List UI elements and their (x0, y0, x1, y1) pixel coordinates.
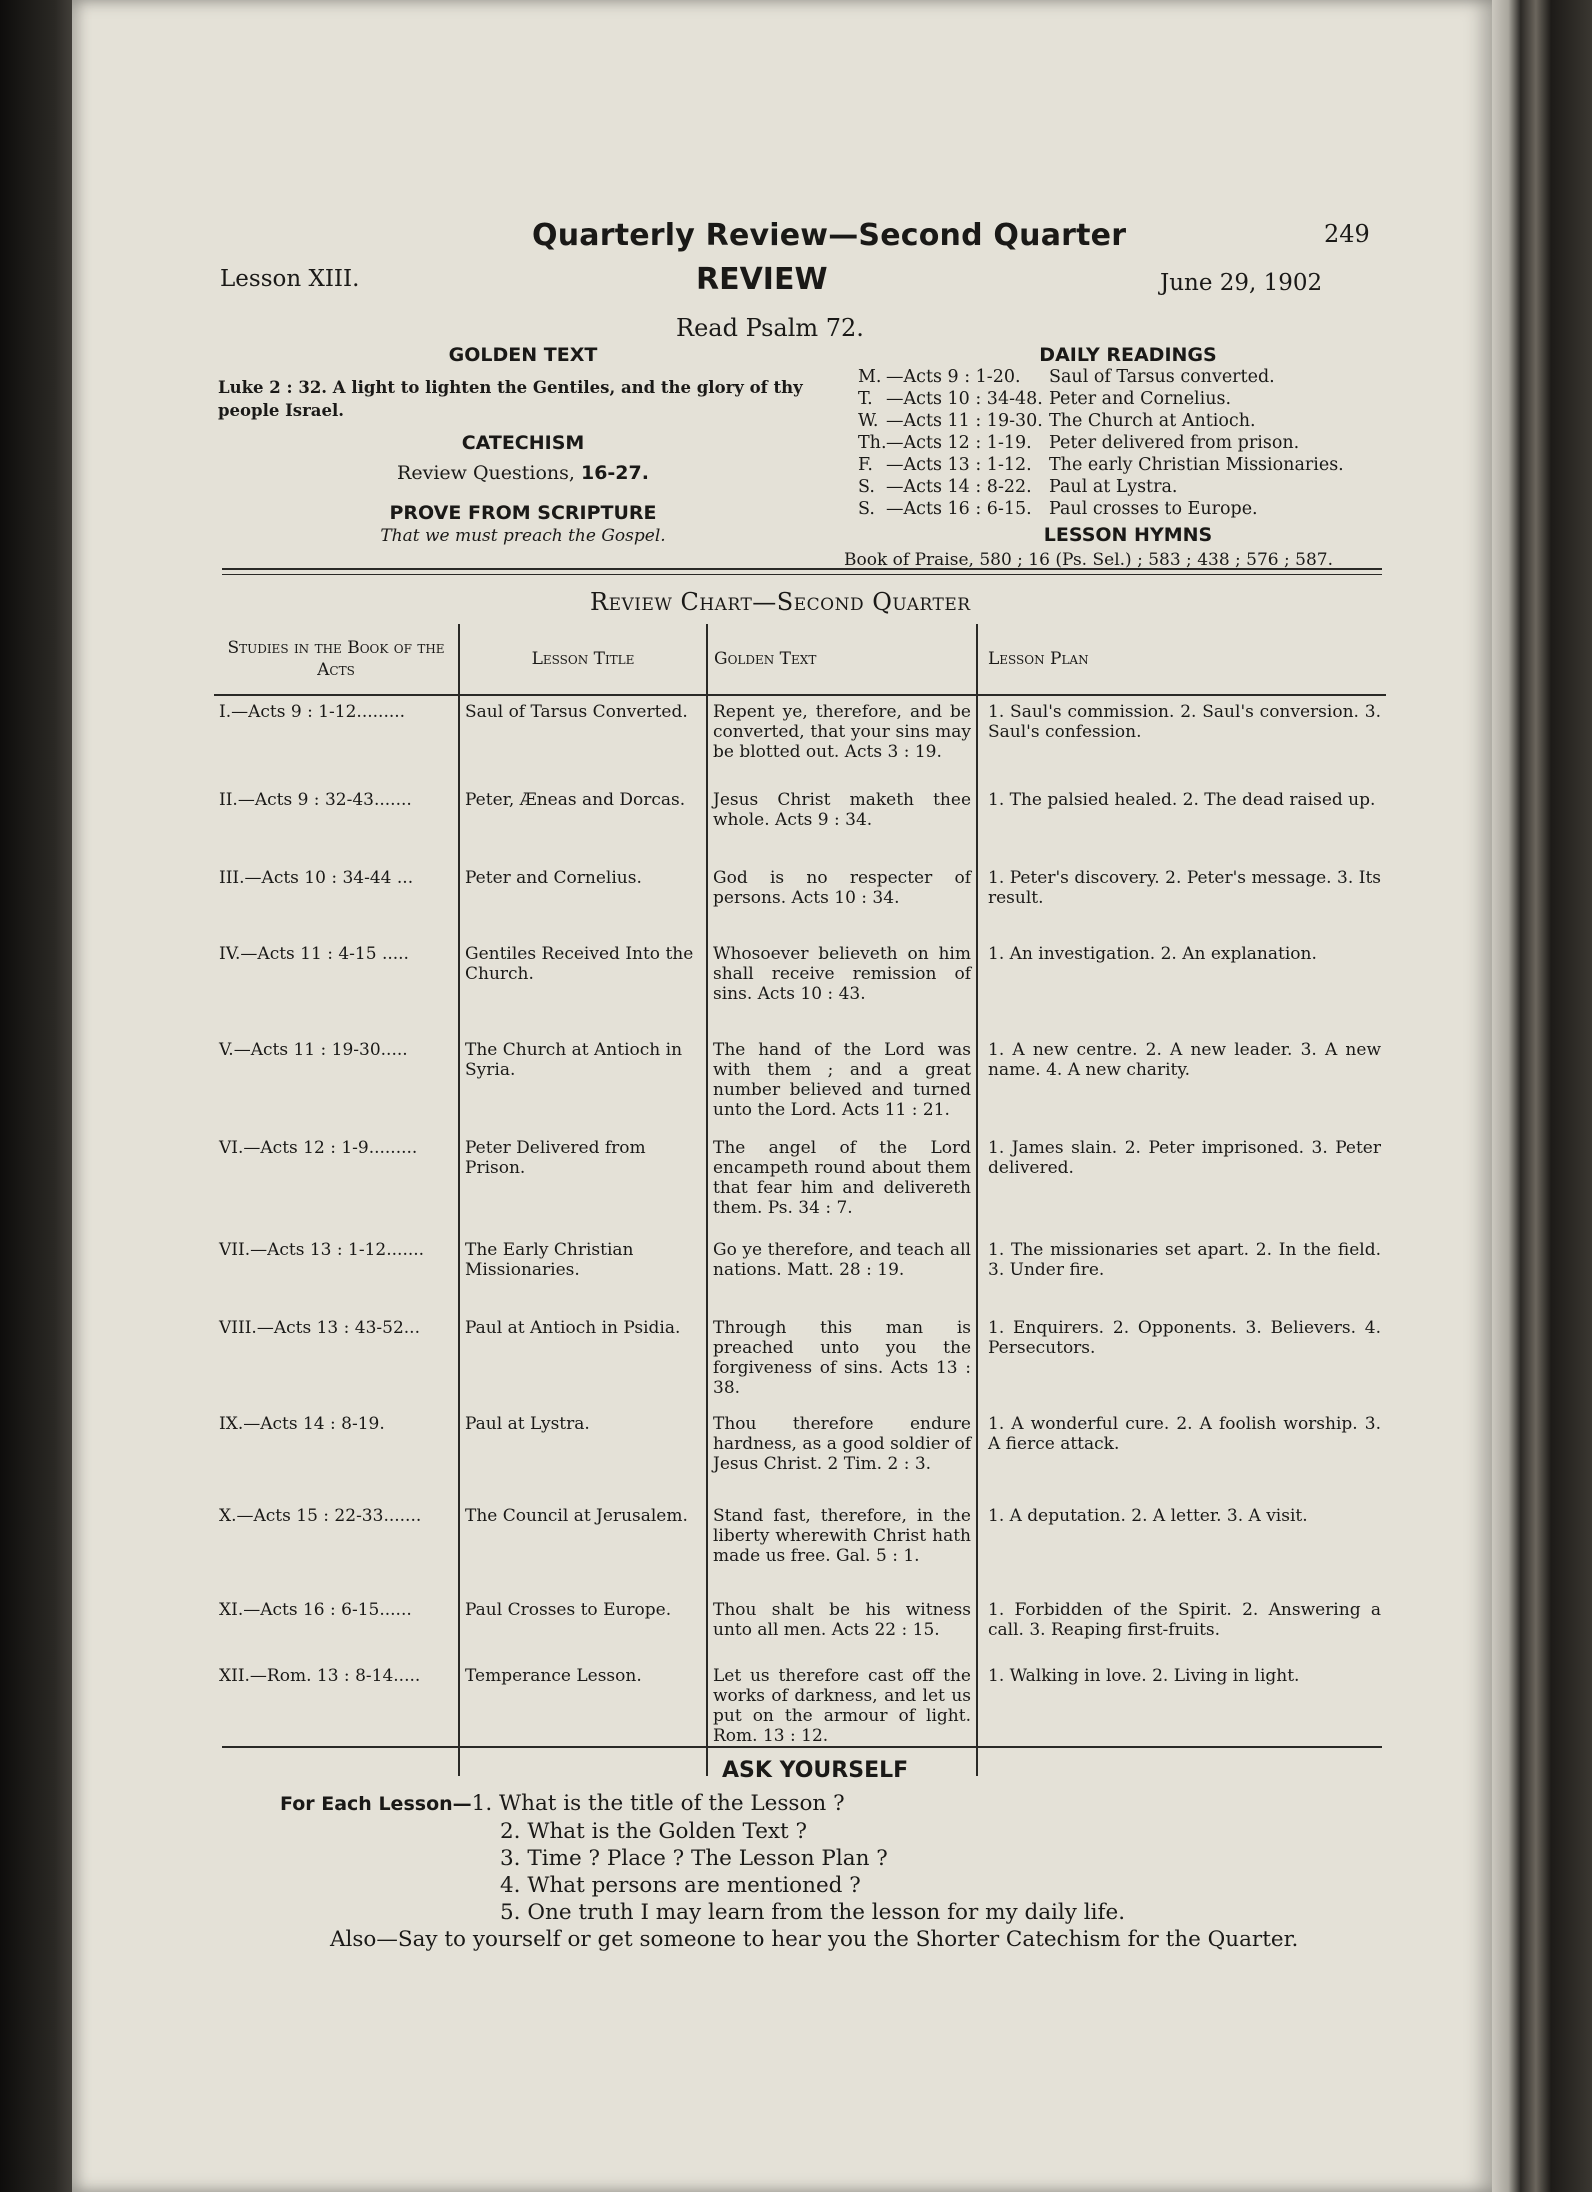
hymns-heading: LESSON HYMNS (1043, 524, 1213, 546)
divider-rule (222, 574, 1382, 575)
study-cell: XI.—Acts 16 : 6-15...... (214, 1594, 459, 1660)
daily-reading-row (858, 454, 1398, 476)
column-header: Golden Text (707, 624, 977, 695)
divider-rule (222, 1746, 1382, 1748)
lesson-date: June 29, 1902 (1160, 270, 1323, 296)
daily-reading-row (858, 432, 1398, 454)
lesson-plan-cell: 1. The palsied healed. 2. The dead raised up. (988, 790, 1376, 810)
table-row (214, 1408, 1386, 1500)
ask-question-text: 1. What is the title of the Lesson ? (471, 1791, 845, 1816)
study-cell: XII.—Rom. 13 : 8-14..... (214, 1660, 459, 1776)
golden-text-cell: Thou shalt be his witness unto all men. Acts 22 : 15. (707, 1594, 977, 1660)
golden-text-cell: Jesus Christ maketh thee whole. Acts 9 : 34. (707, 784, 977, 862)
lesson-plan-cell: 1. Peter's discovery. 2. Peter's message. 3. Its result. (988, 868, 1381, 908)
lesson-plan-cell: 1. The missionaries set apart. 2. In the field. 3. Under fire. (988, 1240, 1381, 1280)
catechism-line (218, 462, 828, 484)
chart-title: Review Chart—Second Quarter (590, 588, 971, 616)
golden-text-cell: Thou therefore endure hardness, as a good soldier of Jesus Christ. 2 Tim. 2 : 3. (707, 1408, 977, 1500)
hymns-text: Book of Praise, 580 ; 16 (Ps. Sel.) ; 583 ; 438 ; 576 ; 587. (844, 550, 1334, 570)
lesson-plan-cell: 1. A wonderful cure. 2. A foolish worship. 3. A fierce attack. (988, 1414, 1381, 1454)
reading-day: M. (858, 367, 882, 387)
lesson-plan-cell: 1. James slain. 2. Peter imprisoned. 3. Peter delivered. (988, 1138, 1381, 1178)
ask-yourself-heading: ASK YOURSELF (722, 1758, 909, 1783)
table-row (214, 695, 1386, 784)
lesson-plan-cell: 1. Forbidden of the Spirit. 2. Answering a call. 3. Reaping first-fruits. (988, 1600, 1381, 1640)
table-row (214, 1132, 1386, 1234)
golden-text-cell: The angel of the Lord encampeth round about them that fear him and delivereth them. Ps. 34 : 7. (707, 1132, 977, 1234)
running-title: Quarterly Review—Second Quarter (532, 218, 1127, 253)
lesson-title-cell: Peter and Cornelius. (459, 862, 707, 938)
reading-day: Th. (858, 433, 887, 453)
review-chart-table (214, 624, 1386, 1776)
study-cell: VI.—Acts 12 : 1-9......... (214, 1132, 459, 1234)
lesson-plan-cell: 1. Enquirers. 2. Opponents. 3. Believers. 4. Persecutors. (988, 1318, 1381, 1358)
column-header: Lesson Plan (977, 624, 1386, 695)
reading-title: The early Christian Missionaries. (1049, 455, 1344, 475)
right-column (844, 344, 1398, 570)
daily-reading-row (858, 388, 1398, 410)
ask-question: 2. What is the Golden Text ? (500, 1819, 808, 1844)
lesson-title-cell: Peter Delivered from Prison. (459, 1132, 707, 1234)
daily-reading-row (858, 366, 1398, 388)
reading-title: Saul of Tarsus converted. (1049, 367, 1275, 387)
reading-title: Paul crosses to Europe. (1049, 499, 1258, 519)
reading-ref: —Acts 12 : 1-19. (886, 433, 1032, 453)
catechism-range: 16-27. (580, 462, 649, 484)
book-page (72, 0, 1492, 2192)
reading-ref: —Acts 14 : 8-22. (886, 477, 1032, 497)
ask-question (280, 1790, 1298, 1818)
lesson-title-cell: Paul at Lystra. (459, 1408, 707, 1500)
lesson-title-cell: The Church at Antioch in Syria. (459, 1034, 707, 1132)
golden-text-cell: Repent ye, therefore, and be converted, that your sins may be blotted out. Acts 3 : 19. (707, 695, 977, 784)
table-row (214, 1034, 1386, 1132)
study-cell: V.—Acts 11 : 19-30..... (214, 1034, 459, 1132)
golden-text-cell: God is no respecter of persons. Acts 10 : 34. (707, 862, 977, 938)
catechism-prefix: Review Questions, (397, 462, 575, 484)
daily-reading-row (858, 476, 1398, 498)
golden-text-heading: GOLDEN TEXT (448, 344, 598, 366)
reading-ref: —Acts 9 : 1-20. (886, 367, 1021, 387)
lesson-title-cell: The Early Christian Missionaries. (459, 1234, 707, 1312)
golden-text-cell: The hand of the Lord was with them ; and a great number believed and turned unto the Lord. Acts 11 : 21. (707, 1034, 977, 1132)
lesson-plan-cell: 1. Walking in love. 2. Living in light. (988, 1666, 1300, 1686)
catechism-heading: CATECHISM (461, 432, 585, 454)
lesson-title: REVIEW (696, 262, 828, 297)
reading-day: W. (858, 411, 879, 431)
daily-reading-row (858, 410, 1398, 432)
golden-text: Luke 2 : 32. A light to lighten the Gentiles, and the glory of thy people Israel. (218, 378, 803, 420)
prove-text: That we must preach the Gospel. (380, 526, 666, 546)
study-cell: IX.—Acts 14 : 8-19. (214, 1408, 459, 1500)
lesson-title-cell: Paul Crosses to Europe. (459, 1594, 707, 1660)
reading-ref: —Acts 10 : 34-48. (886, 389, 1043, 409)
prove-heading: PROVE FROM SCRIPTURE (389, 502, 657, 524)
golden-text-cell: Through this man is preached unto you the forgiveness of sins. Acts 13 : 38. (707, 1312, 977, 1408)
read-psalm: Read Psalm 72. (676, 314, 864, 342)
reading-day: S. (858, 477, 875, 497)
table-row (214, 784, 1386, 862)
table-row (214, 1594, 1386, 1660)
lesson-title-cell: Gentiles Received Into the Church. (459, 938, 707, 1034)
study-cell: VIII.—Acts 13 : 43-52... (214, 1312, 459, 1408)
ask-yourself-block (280, 1790, 1298, 1953)
ask-question: 4. What persons are mentioned ? (500, 1873, 861, 1898)
ask-lead: For Each Lesson— (280, 1793, 472, 1815)
reading-ref: —Acts 11 : 19-30. (886, 411, 1043, 431)
chart-body (214, 695, 1386, 1776)
study-cell: VII.—Acts 13 : 1-12....... (214, 1234, 459, 1312)
reading-title: The Church at Antioch. (1049, 411, 1256, 431)
reading-day: T. (858, 389, 873, 409)
left-column (218, 344, 828, 546)
lesson-plan-cell: 1. A new centre. 2. A new leader. 3. A new name. 4. A new charity. (988, 1040, 1381, 1080)
reading-title: Paul at Lystra. (1049, 477, 1178, 497)
golden-text-cell: Let us therefore cast off the works of darkness, and let us put on the armour of light. Rom. 13 : 12. (707, 1660, 977, 1776)
book-spine-shadow (0, 0, 78, 2192)
study-cell: III.—Acts 10 : 34-44 ... (214, 862, 459, 938)
lesson-title-cell: Paul at Antioch in Psidia. (459, 1312, 707, 1408)
study-cell: IV.—Acts 11 : 4-15 ..... (214, 938, 459, 1034)
table-row (214, 1312, 1386, 1408)
column-header: Studies in the Book of the Acts (214, 624, 459, 695)
lesson-plan-cell: 1. A deputation. 2. A letter. 3. A visit. (988, 1506, 1308, 1526)
reading-day: F. (858, 455, 873, 475)
ask-question: 3. Time ? Place ? The Lesson Plan ? (500, 1846, 888, 1871)
divider-rule (222, 568, 1382, 570)
table-row (214, 1500, 1386, 1594)
lesson-title-cell: Peter, Æneas and Dorcas. (459, 784, 707, 862)
study-cell: I.—Acts 9 : 1-12......... (214, 695, 459, 784)
golden-text-cell: Stand fast, therefore, in the liberty wherewith Christ hath made us free. Gal. 5 : 1. (707, 1500, 977, 1594)
ask-also: Also—Say to yourself or get someone to hear you the Shorter Catechism for the Quarter. (330, 1927, 1299, 1952)
reading-ref: —Acts 16 : 6-15. (886, 499, 1032, 519)
golden-text-cell: Go ye therefore, and teach all nations. Matt. 28 : 19. (707, 1234, 977, 1312)
study-cell: II.—Acts 9 : 32-43....... (214, 784, 459, 862)
daily-readings-heading: DAILY READINGS (1039, 344, 1217, 366)
lesson-title-cell: The Council at Jerusalem. (459, 1500, 707, 1594)
page-number: 249 (1324, 220, 1370, 248)
reading-title: Peter and Cornelius. (1049, 389, 1232, 409)
lesson-plan-cell: 1. An investigation. 2. An explanation. (988, 944, 1317, 964)
reading-title: Peter delivered from prison. (1049, 433, 1300, 453)
table-row (214, 938, 1386, 1034)
lesson-number: Lesson XIII. (220, 266, 360, 292)
daily-readings-list (858, 366, 1398, 520)
lesson-title-cell: Saul of Tarsus Converted. (459, 695, 707, 784)
golden-text-cell: Whosoever believeth on him shall receive remission of sins. Acts 10 : 43. (707, 938, 977, 1034)
table-row (214, 862, 1386, 938)
reading-day: S. (858, 499, 875, 519)
table-header-row (214, 624, 1386, 695)
table-row (214, 1234, 1386, 1312)
book-page-edges (1490, 0, 1592, 2192)
daily-reading-row (858, 498, 1398, 520)
ask-question: 5. One truth I may learn from the lesson for my daily life. (500, 1900, 1126, 1925)
lesson-plan-cell: 1. Saul's commission. 2. Saul's conversion. 3. Saul's confession. (988, 702, 1381, 742)
study-cell: X.—Acts 15 : 22-33....... (214, 1500, 459, 1594)
reading-ref: —Acts 13 : 1-12. (886, 455, 1032, 475)
lesson-title-cell: Temperance Lesson. (459, 1660, 707, 1776)
column-header: Lesson Title (459, 624, 707, 695)
